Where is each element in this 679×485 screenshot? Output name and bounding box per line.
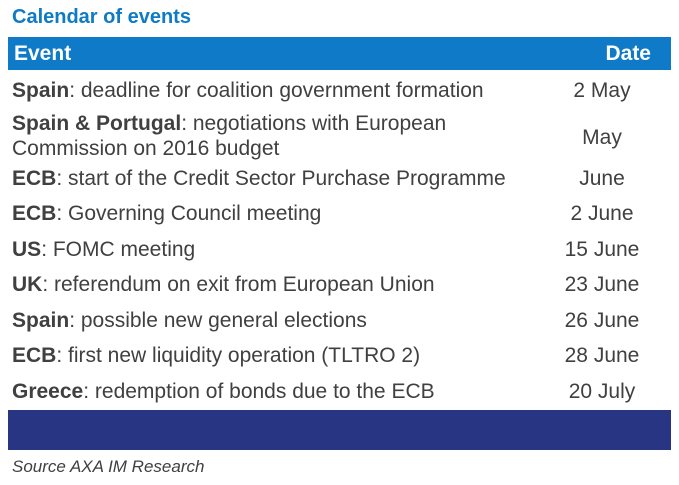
table-header (8, 37, 671, 70)
date-cell: 23 June (564, 273, 640, 296)
event-description: : start of the Credit Sector Purchase Programme (56, 167, 506, 190)
event-cell (12, 111, 557, 161)
table-row (8, 72, 671, 109)
event-subject: US (12, 238, 42, 261)
date-cell: June (579, 167, 625, 190)
source-note: Source AXA IM Research (12, 457, 205, 476)
event-cell (12, 201, 557, 226)
date-cell: 26 June (564, 309, 640, 332)
table-row (8, 308, 671, 343)
event-subject: ECB (12, 344, 57, 367)
page-title: Calendar of events (12, 6, 191, 28)
event-subject: ECB (12, 167, 57, 190)
event-subject: Spain & Portugal (12, 112, 182, 135)
event-subject: Spain (12, 79, 70, 102)
table-row (8, 237, 671, 272)
event-description: : first new liquidity operation (TLTRO 2) (56, 344, 421, 367)
event-description: : referendum on exit from European Union (42, 273, 435, 296)
event-cell (12, 78, 557, 103)
event-cell (12, 343, 557, 368)
table-row (8, 109, 671, 166)
event-subject: UK (12, 273, 43, 296)
table-row (8, 166, 671, 201)
header-date: Date (605, 42, 651, 65)
event-subject: Greece (12, 380, 84, 403)
table-row (8, 343, 671, 379)
event-cell (12, 237, 557, 262)
date-cell: 15 June (564, 238, 640, 261)
event-subject: Spain (12, 309, 70, 332)
event-description: : FOMC meeting (41, 238, 196, 261)
event-cell (12, 308, 557, 333)
date-cell: May (582, 126, 622, 149)
event-cell (12, 379, 557, 404)
event-subject: ECB (12, 202, 57, 225)
date-cell: 28 June (564, 344, 640, 367)
table-row (8, 379, 671, 414)
header-event: Event (14, 42, 72, 65)
date-cell: 20 July (568, 380, 636, 403)
events-table (8, 72, 671, 414)
event-cell (12, 272, 557, 297)
table-row (8, 272, 671, 308)
date-cell: 2 June (570, 202, 634, 225)
event-description: : deadline for coalition government formation (69, 79, 484, 102)
event-cell (12, 166, 557, 191)
footer-bar (8, 410, 671, 450)
event-description: : Governing Council meeting (56, 202, 322, 225)
date-cell: 2 May (573, 79, 631, 102)
event-description: : negotiations with European Commission on 2016 budget (12, 112, 447, 160)
event-description: : redemption of bonds due to the ECB (83, 380, 435, 403)
table-row (8, 201, 671, 237)
event-description: : possible new general elections (69, 309, 367, 332)
